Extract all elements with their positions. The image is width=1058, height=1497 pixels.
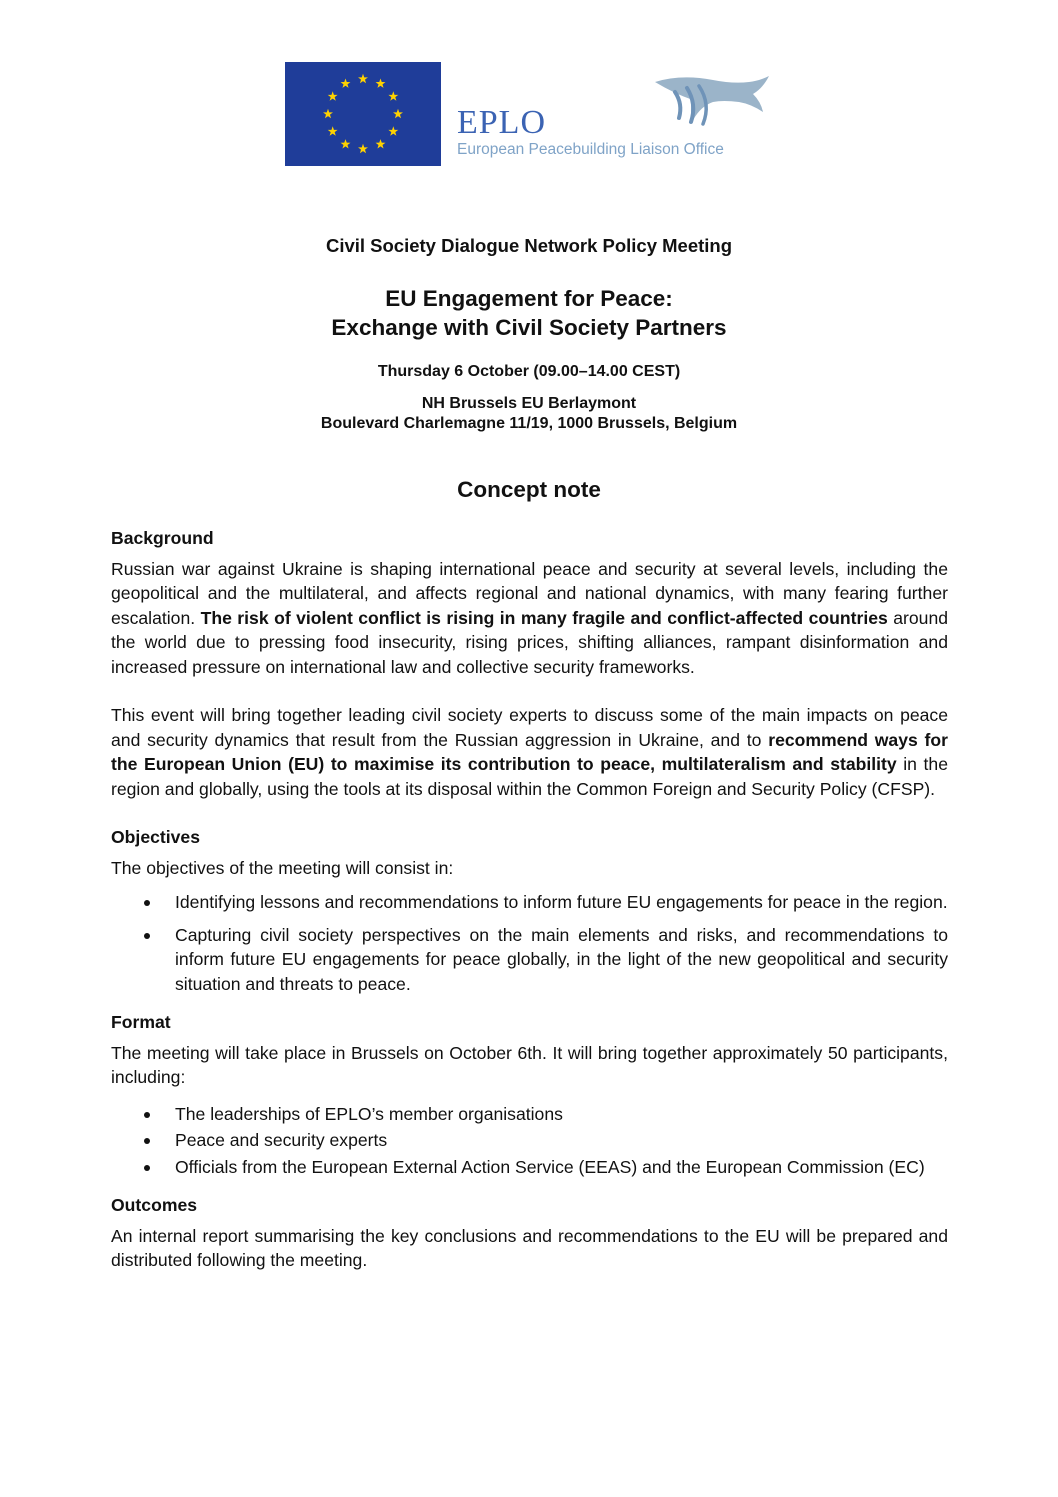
- background-p2-text-b: in the region and globally, using the tools at its disposal within the Common Foreign and Security Policy (CFSP).: [111, 754, 948, 799]
- list-item: [111, 890, 948, 915]
- eu-star-icon: [328, 91, 338, 100]
- format-intro: The meeting will take place in Brussels on October 6th. It will bring together approximately 50 participants, including:: [111, 1042, 948, 1087]
- list-item: [111, 1128, 948, 1153]
- list-item-text: Identifying lessons and recommendations to inform future EU engagements for peace in the region.: [175, 892, 948, 912]
- document-body: [111, 526, 948, 1273]
- objectives-list: [111, 890, 948, 996]
- background-p2-bold: recommend ways for the European Union (EU) to maximise its contribution to peace, multilateralism and stability: [111, 729, 948, 774]
- concept-note-heading: Concept note: [457, 477, 601, 502]
- bullet-icon: [144, 1112, 150, 1118]
- meeting-heading: Civil Society Dialogue Network Policy Meeting: [325, 235, 733, 256]
- eu-star-icon: [388, 126, 398, 135]
- bullet-icon: [144, 1165, 150, 1171]
- background-heading: Background: [111, 528, 214, 548]
- background-p1-text-b: around the world due to pressing food insecurity, rising prices, shifting alliances, rampant disinformation and increased pressure on international law and collective security frameworks.: [111, 607, 949, 677]
- background-p2-text-a: This event will bring together leading civil society experts to discuss some of the main impacts on peace and security dynamics that result from the Russian aggression in Ukraine, and to: [111, 705, 948, 750]
- eplo-tagline: European Peacebuilding Liaison Office: [457, 141, 724, 158]
- bullet-icon: [144, 933, 150, 939]
- outcomes-text: An internal report summarising the key conclusions and recommendations to the EU will be prepared and distributed following the meeting.: [111, 1225, 948, 1270]
- outcomes-heading: Outcomes: [111, 1195, 198, 1215]
- background-paragraph-2: [111, 703, 948, 801]
- eu-star-icon: [341, 139, 351, 148]
- list-item-text: Officials from the European External Action Service (EEAS) and the European Commission (EC): [175, 1156, 925, 1177]
- eu-star-icon: [358, 144, 368, 153]
- list-item-text: Capturing civil society perspectives on the main elements and risks, and recommendations to inform future EU engagements for peace globally, in the light of the new geopolitical and security situation and threats to peace.: [175, 924, 948, 994]
- eplo-logo: [455, 72, 765, 168]
- bullet-icon: [144, 1138, 150, 1144]
- format-heading: Format: [111, 1012, 171, 1032]
- list-item-text: Peace and security experts: [175, 1130, 388, 1150]
- eu-star-icon: [376, 78, 386, 87]
- eu-star-icon: [328, 126, 338, 135]
- list-item: [111, 923, 948, 997]
- venue-name: NH Brussels EU Berlaymont: [421, 395, 637, 412]
- eu-star-icon: [393, 109, 403, 118]
- background-p1-text-a: Russian war against Ukraine is shaping international peace and security at several levels, including the geopolitical and the multilateral, and affects regional and national dynamics, with many fearing further escalation.: [111, 558, 948, 628]
- objectives-intro: The objectives of the meeting will consist in:: [111, 857, 454, 878]
- bullet-icon: [144, 900, 150, 906]
- list-item: [111, 1155, 948, 1180]
- list-item-text: The leaderships of EPLO’s member organisations: [175, 1103, 563, 1124]
- format-list: [111, 1102, 948, 1180]
- eu-star-icon: [341, 78, 351, 87]
- eplo-name: EPLO: [457, 104, 546, 141]
- background-paragraph-1: [111, 557, 948, 680]
- event-title-line2: Exchange with Civil Society Partners: [331, 315, 727, 340]
- event-title-line1: EU Engagement for Peace:: [385, 286, 673, 311]
- objectives-heading: Objectives: [111, 827, 200, 847]
- event-venue: [0, 394, 1058, 434]
- eu-stars-icon: [285, 62, 441, 166]
- eu-star-icon: [323, 109, 333, 118]
- eu-flag-logo: [285, 62, 441, 166]
- venue-address: Boulevard Charlemagne 11/19, 1000 Brussels, Belgium: [320, 415, 738, 432]
- eu-star-icon: [388, 91, 398, 100]
- background-p1-bold: The risk of violent conflict is rising in many fragile and conflict-affected countries: [200, 607, 888, 628]
- eu-star-icon: [358, 74, 368, 83]
- eu-star-icon: [376, 139, 386, 148]
- eplo-bird-icon: [563, 72, 773, 132]
- list-item: [111, 1102, 948, 1127]
- event-title: [0, 284, 1058, 342]
- event-date: Thursday 6 October (09.00–14.00 CEST): [377, 363, 681, 380]
